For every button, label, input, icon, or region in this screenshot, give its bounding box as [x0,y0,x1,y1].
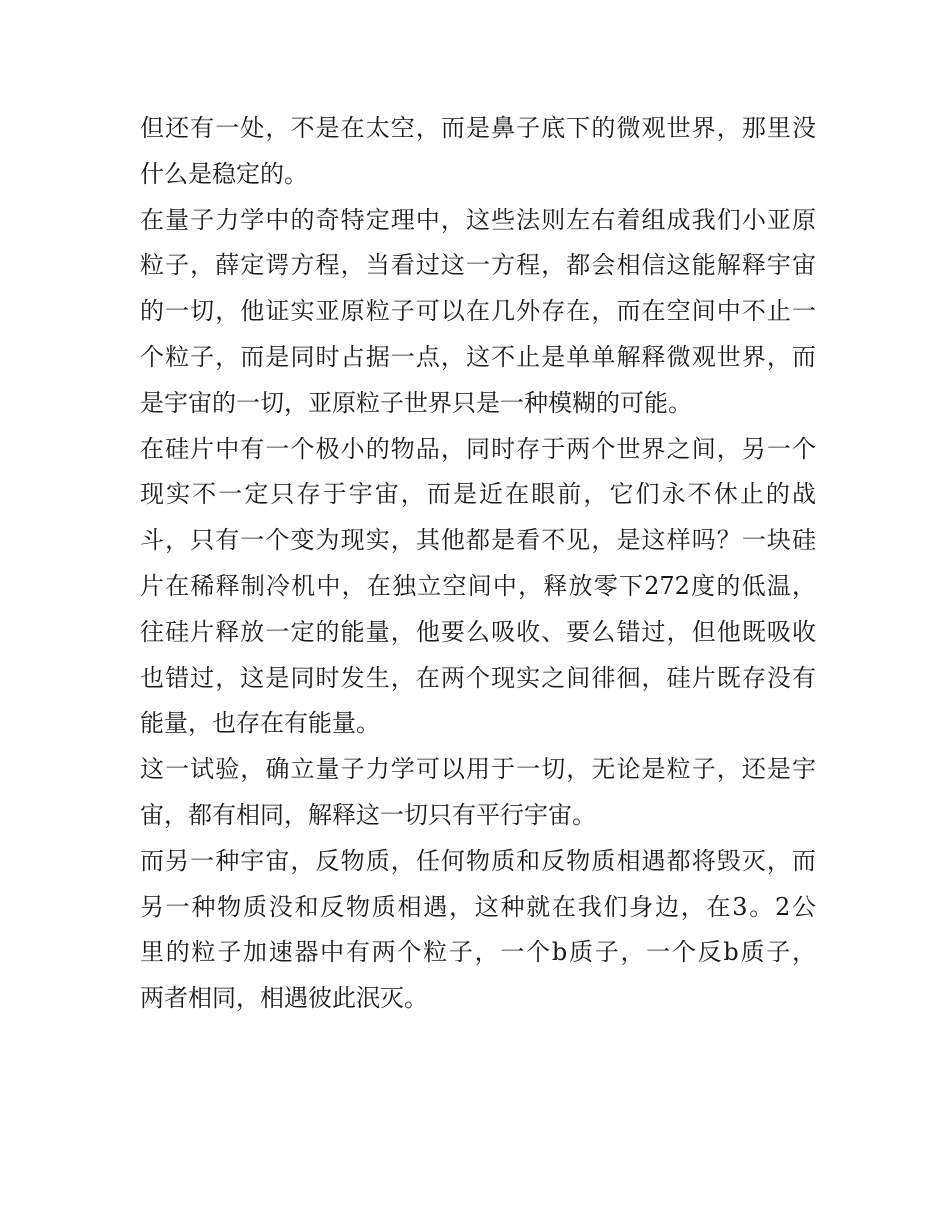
text-line: 的一切，他证实亚原粒子可以在几外存在，而在空间中不止一 [140,297,816,326]
text-line: 现实不一定只存于宇宙，而是近在眼前，它们永不休止的战 [140,480,816,509]
text-line: 宙，都有相同，解释这一切只有平行宇宙。 [140,800,596,829]
text-line: 在硅片中有一个极小的物品，同时存于两个世界之间，另一个 [140,434,816,463]
text-line: 也错过，这是同时发生，在两个现实之间徘徊，硅片既存没有 [140,663,816,692]
text-line: 粒子，薛定谔方程，当看过这一方程，都会相信这能解释宇宙 [140,251,816,280]
text-line: 里的粒子加速器中有两个粒子，一个b质子，一个反b质子， [140,938,816,967]
text-line: 在量子力学中的奇特定理中，这些法则左右着组成我们小亚原 [140,205,816,234]
text-line: 片在稀释制冷机中，在独立空间中，释放零下272度的低温， [140,571,816,600]
text-line: 能量，也存在有能量。 [140,709,380,738]
text-line: 什么是稳定的。 [140,159,308,188]
text-line: 斗，只有一个变为现实，其他都是看不见，是这样吗？一块硅 [140,526,816,555]
text-line: 另一种物质没和反物质相遇，这种就在我们身边，在3。2公 [140,892,816,921]
text-line: 是宇宙的一切，亚原粒子世界只是一种模糊的可能。 [140,388,692,417]
text-line: 但还有一处，不是在太空，而是鼻子底下的微观世界，那里没 [140,114,816,142]
text-line: 个粒子，而是同时占据一点，这不止是单单解释微观世界，而 [140,342,816,371]
body-text [140,106,816,1022]
text-line: 往硅片释放一定的能量，他要么吸收、要么错过，但他既吸收 [140,617,816,646]
text-line: 两者相同，相遇彼此泯灭。 [140,984,428,1013]
text-line: 而另一种宇宙，反物质，任何物质和反物质相遇都将毁灭，而 [140,846,816,875]
text-line: 这一试验，确立量子力学可以用于一切，无论是粒子，还是宇 [140,755,816,784]
